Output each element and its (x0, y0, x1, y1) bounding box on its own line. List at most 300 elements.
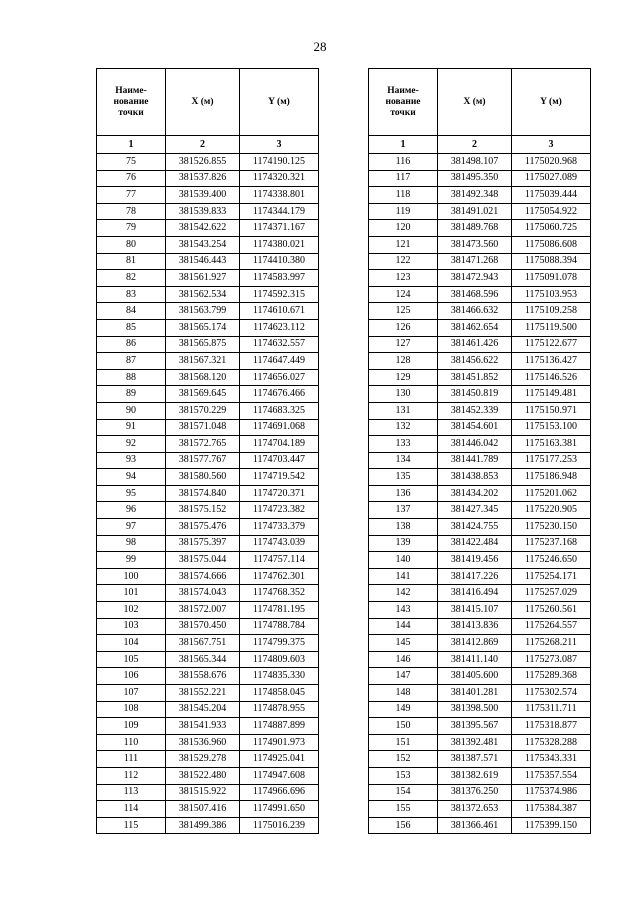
y-coordinate-cell: 1174647.449 (240, 353, 319, 370)
point-name-cell: 151 (369, 734, 438, 751)
y-coordinate-cell: 1174878.955 (240, 701, 319, 718)
x-coordinate-cell: 381392.481 (438, 734, 512, 751)
table-row (97, 801, 319, 818)
x-coordinate-cell: 381565.344 (166, 651, 240, 668)
table-row (369, 187, 591, 204)
point-name-cell: 139 (369, 535, 438, 552)
x-coordinate-cell: 381412.869 (438, 635, 512, 652)
table-row (369, 353, 591, 370)
y-coordinate-cell: 1174676.466 (240, 386, 319, 403)
y-coordinate-cell: 1175254.171 (512, 568, 591, 585)
y-coordinate-cell: 1175091.078 (512, 270, 591, 287)
table-row (97, 386, 319, 403)
x-coordinate-cell: 381539.833 (166, 203, 240, 220)
y-coordinate-cell: 1174720.371 (240, 485, 319, 502)
x-coordinate-cell: 381489.768 (438, 220, 512, 237)
y-coordinate-cell: 1175122.677 (512, 336, 591, 353)
x-coordinate-cell: 381574.043 (166, 585, 240, 602)
x-coordinate-cell: 381569.645 (166, 386, 240, 403)
table-row (369, 519, 591, 536)
point-name-cell: 118 (369, 187, 438, 204)
header-name-line-2: нование (113, 96, 149, 107)
y-coordinate-cell: 1174768.352 (240, 585, 319, 602)
table-row (97, 336, 319, 353)
x-coordinate-cell: 381411.140 (438, 651, 512, 668)
table-row (369, 336, 591, 353)
x-coordinate-cell: 381552.221 (166, 685, 240, 702)
y-coordinate-cell: 1175103.953 (512, 286, 591, 303)
x-coordinate-cell: 381571.048 (166, 419, 240, 436)
table-row (97, 767, 319, 784)
x-coordinate-cell: 381572.765 (166, 436, 240, 453)
point-name-cell: 129 (369, 369, 438, 386)
point-name-cell: 78 (97, 203, 166, 220)
table-row (369, 154, 591, 171)
point-name-cell: 112 (97, 767, 166, 784)
point-name-cell: 142 (369, 585, 438, 602)
x-coordinate-cell: 381366.461 (438, 817, 512, 834)
table-row (369, 817, 591, 834)
y-coordinate-cell: 1175109.258 (512, 303, 591, 320)
y-coordinate-cell: 1175311.711 (512, 701, 591, 718)
x-coordinate-cell: 381441.789 (438, 452, 512, 469)
point-name-cell: 107 (97, 685, 166, 702)
x-coordinate-cell: 381567.321 (166, 353, 240, 370)
point-name-cell: 154 (369, 784, 438, 801)
x-coordinate-cell: 381401.281 (438, 685, 512, 702)
x-coordinate-cell: 381565.174 (166, 319, 240, 336)
point-name-cell: 89 (97, 386, 166, 403)
table-row (97, 734, 319, 751)
x-coordinate-cell: 381570.450 (166, 618, 240, 635)
point-name-cell: 82 (97, 270, 166, 287)
table-row (369, 170, 591, 187)
table-row (369, 552, 591, 569)
point-name-cell: 116 (369, 154, 438, 171)
point-name-cell: 143 (369, 602, 438, 619)
y-coordinate-cell: 1175399.150 (512, 817, 591, 834)
x-coordinate-cell: 381546.443 (166, 253, 240, 270)
x-coordinate-cell: 381466.632 (438, 303, 512, 320)
y-coordinate-cell: 1175119.500 (512, 319, 591, 336)
point-name-cell: 108 (97, 701, 166, 718)
table-row (97, 685, 319, 702)
y-coordinate-cell: 1174623.112 (240, 319, 319, 336)
header-col-number-3: 3 (240, 136, 319, 154)
point-name-cell: 79 (97, 220, 166, 237)
point-name-cell: 111 (97, 751, 166, 768)
table-row (97, 751, 319, 768)
point-name-cell: 130 (369, 386, 438, 403)
point-name-cell: 128 (369, 353, 438, 370)
table-row (97, 187, 319, 204)
y-coordinate-cell: 1175237.168 (512, 535, 591, 552)
y-coordinate-cell: 1174190.125 (240, 154, 319, 171)
y-coordinate-cell: 1174656.027 (240, 369, 319, 386)
x-coordinate-cell: 381456.622 (438, 353, 512, 370)
y-coordinate-cell: 1174610.671 (240, 303, 319, 320)
x-coordinate-cell: 381413.836 (438, 618, 512, 635)
table-row (97, 369, 319, 386)
table-row (97, 253, 319, 270)
y-coordinate-cell: 1174703.447 (240, 452, 319, 469)
table-row (369, 502, 591, 519)
x-coordinate-cell: 381526.855 (166, 154, 240, 171)
y-coordinate-cell: 1174583.997 (240, 270, 319, 287)
coordinates-table-left (96, 68, 319, 834)
point-name-cell: 101 (97, 585, 166, 602)
y-coordinate-cell: 1174683.325 (240, 402, 319, 419)
table-row (369, 386, 591, 403)
header-x: X (м) (166, 69, 240, 136)
header-col-number-1: 1 (369, 136, 438, 154)
point-name-cell: 91 (97, 419, 166, 436)
point-name-cell: 96 (97, 502, 166, 519)
y-coordinate-cell: 1175163.381 (512, 436, 591, 453)
point-name-cell: 80 (97, 236, 166, 253)
x-coordinate-cell: 381495.350 (438, 170, 512, 187)
table-row (369, 602, 591, 619)
y-coordinate-cell: 1175088.394 (512, 253, 591, 270)
y-coordinate-cell: 1174835.330 (240, 668, 319, 685)
y-coordinate-cell: 1174733.379 (240, 519, 319, 536)
table-row (97, 286, 319, 303)
x-coordinate-cell: 381454.601 (438, 419, 512, 436)
x-coordinate-cell: 381561.927 (166, 270, 240, 287)
header-name-line-1: Наиме- (387, 85, 419, 96)
point-name-cell: 149 (369, 701, 438, 718)
point-name-cell: 94 (97, 469, 166, 486)
table-row (369, 369, 591, 386)
point-name-cell: 152 (369, 751, 438, 768)
y-coordinate-cell: 1174788.784 (240, 618, 319, 635)
point-name-cell: 155 (369, 801, 438, 818)
x-coordinate-cell: 381387.571 (438, 751, 512, 768)
y-coordinate-cell: 1175086.608 (512, 236, 591, 253)
table-row (97, 319, 319, 336)
y-coordinate-cell: 1175357.554 (512, 767, 591, 784)
y-coordinate-cell: 1175020.968 (512, 154, 591, 171)
y-coordinate-cell: 1175374.986 (512, 784, 591, 801)
y-coordinate-cell: 1174719.542 (240, 469, 319, 486)
table-row (369, 286, 591, 303)
x-coordinate-cell: 381472.943 (438, 270, 512, 287)
header-col-number-2: 2 (166, 136, 240, 154)
y-coordinate-cell: 1175027.089 (512, 170, 591, 187)
y-coordinate-cell: 1174338.801 (240, 187, 319, 204)
table-row (97, 817, 319, 834)
y-coordinate-cell: 1175384.387 (512, 801, 591, 818)
point-name-cell: 133 (369, 436, 438, 453)
point-name-cell: 97 (97, 519, 166, 536)
point-name-cell: 88 (97, 369, 166, 386)
y-coordinate-cell: 1174947.608 (240, 767, 319, 784)
y-coordinate-cell: 1174991.650 (240, 801, 319, 818)
y-coordinate-cell: 1175149.481 (512, 386, 591, 403)
table-row (97, 170, 319, 187)
point-name-cell: 136 (369, 485, 438, 502)
x-coordinate-cell: 381382.619 (438, 767, 512, 784)
y-coordinate-cell: 1175220.905 (512, 502, 591, 519)
y-coordinate-cell: 1175257.029 (512, 585, 591, 602)
x-coordinate-cell: 381575.476 (166, 519, 240, 536)
x-coordinate-cell: 381427.345 (438, 502, 512, 519)
table-row (369, 801, 591, 818)
y-coordinate-cell: 1174320.321 (240, 170, 319, 187)
y-coordinate-cell: 1174723.382 (240, 502, 319, 519)
table-row (369, 685, 591, 702)
point-name-cell: 131 (369, 402, 438, 419)
header-y: Y (м) (240, 69, 319, 136)
table-row (97, 502, 319, 519)
x-coordinate-cell: 381395.567 (438, 718, 512, 735)
x-coordinate-cell: 381498.107 (438, 154, 512, 171)
table-row (97, 552, 319, 569)
y-coordinate-cell: 1175268.211 (512, 635, 591, 652)
table-row (369, 452, 591, 469)
table-row (369, 618, 591, 635)
x-coordinate-cell: 381580.560 (166, 469, 240, 486)
x-coordinate-cell: 381491.021 (438, 203, 512, 220)
point-name-cell: 135 (369, 469, 438, 486)
table-row (97, 236, 319, 253)
x-coordinate-cell: 381499.386 (166, 817, 240, 834)
table-row (369, 651, 591, 668)
point-name-cell: 120 (369, 220, 438, 237)
table-row (97, 303, 319, 320)
x-coordinate-cell: 381462.654 (438, 319, 512, 336)
table-row (97, 635, 319, 652)
y-coordinate-cell: 1175146.526 (512, 369, 591, 386)
x-coordinate-cell: 381507.416 (166, 801, 240, 818)
header-name-line-3: точки (390, 107, 416, 118)
x-coordinate-cell: 381461.426 (438, 336, 512, 353)
x-coordinate-cell: 381422.484 (438, 535, 512, 552)
table-row (97, 585, 319, 602)
table-row (97, 718, 319, 735)
point-name-cell: 114 (97, 801, 166, 818)
y-coordinate-cell: 1175246.650 (512, 552, 591, 569)
point-name-cell: 90 (97, 402, 166, 419)
point-name-cell: 83 (97, 286, 166, 303)
table-row (97, 436, 319, 453)
page-number: 28 (313, 39, 327, 54)
x-coordinate-cell: 381473.560 (438, 236, 512, 253)
y-coordinate-cell: 1174371.167 (240, 220, 319, 237)
table-row (97, 469, 319, 486)
y-coordinate-cell: 1175230.150 (512, 519, 591, 536)
y-coordinate-cell: 1174925.041 (240, 751, 319, 768)
x-coordinate-cell: 381565.875 (166, 336, 240, 353)
y-coordinate-cell: 1175016.239 (240, 817, 319, 834)
x-coordinate-cell: 381417.226 (438, 568, 512, 585)
x-coordinate-cell: 381522.480 (166, 767, 240, 784)
table-row (369, 568, 591, 585)
header-col-number-2: 2 (438, 136, 512, 154)
y-coordinate-cell: 1175318.877 (512, 718, 591, 735)
point-name-cell: 147 (369, 668, 438, 685)
table-row (97, 568, 319, 585)
y-coordinate-cell: 1174887.899 (240, 718, 319, 735)
table-row (369, 585, 591, 602)
y-coordinate-cell: 1175060.725 (512, 220, 591, 237)
table-row (369, 469, 591, 486)
header-name-line-3: точки (118, 107, 144, 118)
table-row (369, 784, 591, 801)
y-coordinate-cell: 1174344.179 (240, 203, 319, 220)
point-name-cell: 109 (97, 718, 166, 735)
x-coordinate-cell: 381415.107 (438, 602, 512, 619)
x-coordinate-cell: 381574.840 (166, 485, 240, 502)
table-row (369, 436, 591, 453)
point-name-cell: 127 (369, 336, 438, 353)
x-coordinate-cell: 381424.755 (438, 519, 512, 536)
y-coordinate-cell: 1174380.021 (240, 236, 319, 253)
y-coordinate-cell: 1175273.087 (512, 651, 591, 668)
table-row (369, 270, 591, 287)
point-name-cell: 123 (369, 270, 438, 287)
point-name-cell: 93 (97, 452, 166, 469)
y-coordinate-cell: 1174757.114 (240, 552, 319, 569)
header-y: Y (м) (512, 69, 591, 136)
table-row (97, 270, 319, 287)
table-row (369, 402, 591, 419)
x-coordinate-cell: 381536.960 (166, 734, 240, 751)
y-coordinate-cell: 1175302.574 (512, 685, 591, 702)
point-name-cell: 77 (97, 187, 166, 204)
point-name-cell: 153 (369, 767, 438, 784)
y-coordinate-cell: 1175039.444 (512, 187, 591, 204)
point-name-cell: 75 (97, 154, 166, 171)
x-coordinate-cell: 381405.600 (438, 668, 512, 685)
point-name-cell: 124 (369, 286, 438, 303)
coordinates-table-right (368, 68, 591, 834)
point-name-cell: 156 (369, 817, 438, 834)
table-row (97, 651, 319, 668)
point-name-cell: 113 (97, 784, 166, 801)
point-name-cell: 115 (97, 817, 166, 834)
table-row (369, 236, 591, 253)
table-row (97, 154, 319, 171)
point-name-cell: 122 (369, 253, 438, 270)
y-coordinate-cell: 1175260.561 (512, 602, 591, 619)
table-row (369, 419, 591, 436)
y-coordinate-cell: 1175328.288 (512, 734, 591, 751)
y-coordinate-cell: 1175289.368 (512, 668, 591, 685)
table-row (369, 303, 591, 320)
y-coordinate-cell: 1174592.315 (240, 286, 319, 303)
point-name-cell: 132 (369, 419, 438, 436)
table-row (369, 701, 591, 718)
point-name-cell: 81 (97, 253, 166, 270)
x-coordinate-cell: 381471.268 (438, 253, 512, 270)
table-row (369, 220, 591, 237)
table-row (369, 718, 591, 735)
x-coordinate-cell: 381452.339 (438, 402, 512, 419)
table-row (97, 519, 319, 536)
y-coordinate-cell: 1174691.068 (240, 419, 319, 436)
table-row (97, 353, 319, 370)
point-name-cell: 98 (97, 535, 166, 552)
point-name-cell: 146 (369, 651, 438, 668)
point-name-cell: 87 (97, 353, 166, 370)
point-name-cell: 117 (369, 170, 438, 187)
point-name-cell: 150 (369, 718, 438, 735)
y-coordinate-cell: 1175136.427 (512, 353, 591, 370)
point-name-cell: 106 (97, 668, 166, 685)
x-coordinate-cell: 381419.456 (438, 552, 512, 569)
x-coordinate-cell: 381575.044 (166, 552, 240, 569)
point-name-cell: 140 (369, 552, 438, 569)
point-name-cell: 119 (369, 203, 438, 220)
x-coordinate-cell: 381574.666 (166, 568, 240, 585)
y-coordinate-cell: 1175264.557 (512, 618, 591, 635)
x-coordinate-cell: 381398.500 (438, 701, 512, 718)
y-coordinate-cell: 1175186.948 (512, 469, 591, 486)
y-coordinate-cell: 1174762.301 (240, 568, 319, 585)
point-name-cell: 86 (97, 336, 166, 353)
point-name-cell: 126 (369, 319, 438, 336)
x-coordinate-cell: 381563.799 (166, 303, 240, 320)
x-coordinate-cell: 381562.534 (166, 286, 240, 303)
x-coordinate-cell: 381376.250 (438, 784, 512, 801)
table-row (97, 203, 319, 220)
y-coordinate-cell: 1174799.375 (240, 635, 319, 652)
header-point-name (369, 69, 438, 136)
x-coordinate-cell: 381450.819 (438, 386, 512, 403)
x-coordinate-cell: 381515.922 (166, 784, 240, 801)
x-coordinate-cell: 381416.494 (438, 585, 512, 602)
table-row (97, 535, 319, 552)
header-name-line-2: нование (385, 96, 421, 107)
point-name-cell: 125 (369, 303, 438, 320)
x-coordinate-cell: 381372.653 (438, 801, 512, 818)
y-coordinate-cell: 1175343.331 (512, 751, 591, 768)
header-col-number-3: 3 (512, 136, 591, 154)
x-coordinate-cell: 381468.596 (438, 286, 512, 303)
x-coordinate-cell: 381446.042 (438, 436, 512, 453)
x-coordinate-cell: 381575.397 (166, 535, 240, 552)
table-row (97, 618, 319, 635)
point-name-cell: 144 (369, 618, 438, 635)
point-name-cell: 100 (97, 568, 166, 585)
y-coordinate-cell: 1175054.922 (512, 203, 591, 220)
header-x: X (м) (438, 69, 512, 136)
point-name-cell: 76 (97, 170, 166, 187)
table-row (97, 602, 319, 619)
header-name-line-1: Наиме- (115, 85, 147, 96)
point-name-cell: 102 (97, 602, 166, 619)
x-coordinate-cell: 381434.202 (438, 485, 512, 502)
point-name-cell: 141 (369, 568, 438, 585)
x-coordinate-cell: 381539.400 (166, 187, 240, 204)
y-coordinate-cell: 1174966.696 (240, 784, 319, 801)
x-coordinate-cell: 381451.852 (438, 369, 512, 386)
x-coordinate-cell: 381541.933 (166, 718, 240, 735)
x-coordinate-cell: 381492.348 (438, 187, 512, 204)
y-coordinate-cell: 1174743.039 (240, 535, 319, 552)
y-coordinate-cell: 1174704.189 (240, 436, 319, 453)
header-col-number-1: 1 (97, 136, 166, 154)
point-name-cell: 103 (97, 618, 166, 635)
x-coordinate-cell: 381570.229 (166, 402, 240, 419)
x-coordinate-cell: 381575.152 (166, 502, 240, 519)
table-row (369, 635, 591, 652)
x-coordinate-cell: 381568.120 (166, 369, 240, 386)
y-coordinate-cell: 1174858.045 (240, 685, 319, 702)
point-name-cell: 110 (97, 734, 166, 751)
x-coordinate-cell: 381438.853 (438, 469, 512, 486)
